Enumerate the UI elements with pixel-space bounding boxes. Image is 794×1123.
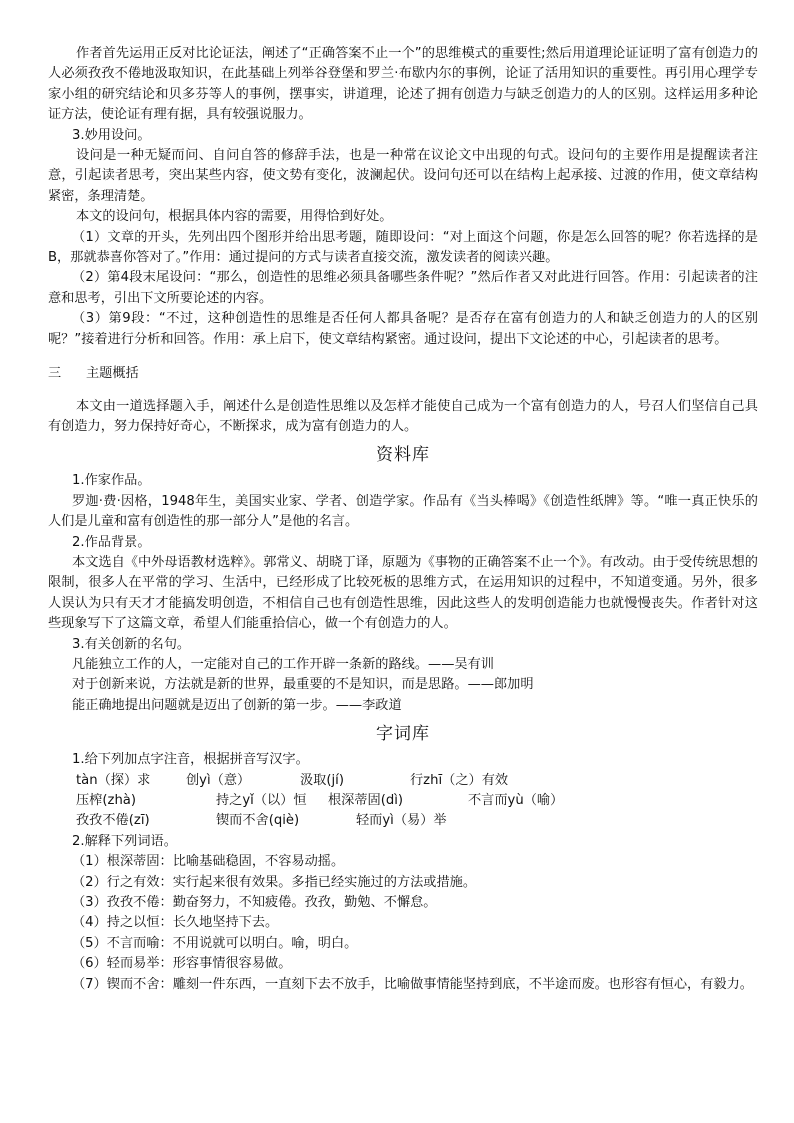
pinyin-item: 持之yǐ（以）恒 <box>216 793 307 808</box>
analysis-paragraph-4: 本文的设问句，根据具体内容的需要，用得恰到好处。 <box>76 209 393 225</box>
background-text: 本文选自《中外母语教材选粹》。郭常义、胡晓丁译，原题为《事物的正确答案不止一个》。有改动。由于受传统思想的限制，很多人在平常的学习、生活中，已经形成了比较死板的思维方式，在运用知识的过程中，不知道变通。另外，很多人误认为只有天才才能搞发明创造，不相信自己也有创造性思维，因此这些人的发明创造能力也就慢慢丧失。作者针对这些现象写下了这篇文章，希望人们能重拾信心，做一个有创造力的人。 <box>48 554 758 632</box>
definition-2: （2）行之有效：实行起来很有效果。多指已经实施过的方法或措施。 <box>72 874 477 890</box>
subheading-rhetorical-question: 3.妙用设问。 <box>72 127 151 143</box>
analysis-paragraph-5: （1）文章的开头，先列出四个图形并给出思考题，随即设问：“对上面这个问题，你是怎么回答的呢？你若选择的是B，那就恭喜你答对了。”作用：通过提问的方式与读者直接交流，激发读者的阅读兴趣。 <box>48 229 758 266</box>
analysis-paragraph-7: （3）第9段：“不过，这种创造性的思维是否任何人都具备呢？是否存在富有创造力的人和缺乏创造力的人的区别呢？”接着进行分析和回答。作用：承上启下，使文章结构紧密。通过设问，提出下文论述的中心，引起读者的思考。 <box>48 311 758 347</box>
pinyin-item: 锲而不舍(qiè) <box>216 813 300 829</box>
pinyin-item: 创yì（意） <box>186 772 251 788</box>
document-page <box>48 44 758 995</box>
definitions-heading: 2.解释下列词语。 <box>72 833 177 849</box>
pinyin-exercise-heading: 1.给下列加点字注音，根据拼音写汉字。 <box>72 752 309 768</box>
pinyin-item: 行zhī（之）有效 <box>410 772 509 788</box>
pinyin-item: 根深蒂固(dì) <box>328 793 404 808</box>
analysis-paragraph-6: （2）第4段末尾设问：“那么，创造性的思维必须具备哪些条件呢？”然后作者又对此进行回答。作用：引起读者的注意和思考，引出下文所要论述的内容。 <box>48 270 758 306</box>
definition-3: （3）孜孜不倦：勤奋努力，不知疲倦。孜孜，勤勉、不懈怠。 <box>72 895 437 911</box>
quotes-heading: 3.有关创新的名句。 <box>72 636 191 652</box>
pinyin-item: 孜孜不倦(zī) <box>76 813 150 829</box>
theme-summary: 本文由一道选择题入手，阐述什么是创造性思维以及怎样才能使自己成为一个富有创造力的人，号召人们坚信自己具有创造力，努力保持好奇心，不断探求，成为富有创造力的人。 <box>48 398 758 434</box>
pinyin-row-2 <box>48 791 758 811</box>
section-number: 三 <box>48 366 62 382</box>
pinyin-item: 不言而yù（喻） <box>468 793 564 808</box>
definition-7: （7）锲而不舍：雕刻一件东西，一直刻下去不放手，比喻做事情能坚持到底，不半途而废。也形容有恒心，有毅力。 <box>72 976 753 992</box>
pinyin-item: 汲取(jí) <box>300 772 344 788</box>
section-three-heading <box>48 364 758 384</box>
pinyin-item: tàn（探）求 <box>76 772 151 788</box>
ziliaoku-title: 资料库 <box>376 445 430 466</box>
definition-6: （6）轻而易举：形容事情很容易做。 <box>72 956 292 972</box>
zicidku-title: 字词库 <box>376 724 430 745</box>
analysis-paragraph-3: 设问是一种无疑而问、自问自答的修辞手法，也是一种常在议论文中出现的句式。设问句的主要作用是提醒读者注意，引起读者思考，突出某些内容，使文势有变化，波澜起伏。设问句还可以在结构上起承接、过渡的作用，使文章结构紧密，条理清楚。 <box>48 148 758 204</box>
analysis-paragraph-1: 作者首先运用正反对比论证法，阐述了“正确答案不止一个”的思维模式的重要性;然后用道理论证证明了富有创造力的人必须孜孜不倦地汲取知识，在此基础上列举谷登堡和罗兰·布歇内尔的事例，论证了活用知识的重要性。再引用心理学专家小组的研究结论和贝多芬等人的事例，摆事实，讲道理，论述了拥有创造力与缺乏创造力的人的区别。这样运用多种论证方法，使论证有理有据，具有较强说服力。 <box>48 46 758 123</box>
author-work-heading: 1.作家作品。 <box>72 473 151 489</box>
pinyin-item: 轻而yì（易）举 <box>356 813 447 829</box>
definition-5: （5）不言而喻：不用说就可以明白。喻，明白。 <box>72 935 358 951</box>
quote-1: 凡能独立工作的人，一定能对自己的工作开辟一条新的路线。——吴有训 <box>72 656 494 672</box>
pinyin-row-1 <box>48 771 758 791</box>
section-title: 主题概括 <box>86 366 139 382</box>
author-work-text: 罗迦·费·因格，1948年生，美国实业家、学者、创造学家。作品有《当头棒喝》《创造性纸牌》等。“唯一真正快乐的人们是儿童和富有创造性的那一部分人”是他的名言。 <box>48 493 758 530</box>
pinyin-row-3 <box>48 811 758 831</box>
quote-2: 对于创新来说，方法就是新的世界，最重要的不是知识，而是思路。——郎加明 <box>72 677 534 693</box>
definition-4: （4）持之以恒：长久地坚持下去。 <box>72 915 279 931</box>
quote-3: 能正确地提出问题就是迈出了创新的第一步。——李政道 <box>72 697 402 713</box>
background-heading: 2.作品背景。 <box>72 534 151 550</box>
definition-1: （1）根深蒂固：比喻基础稳固，不容易动摇。 <box>72 854 345 870</box>
pinyin-item: 压榨(zhà) <box>76 793 137 808</box>
